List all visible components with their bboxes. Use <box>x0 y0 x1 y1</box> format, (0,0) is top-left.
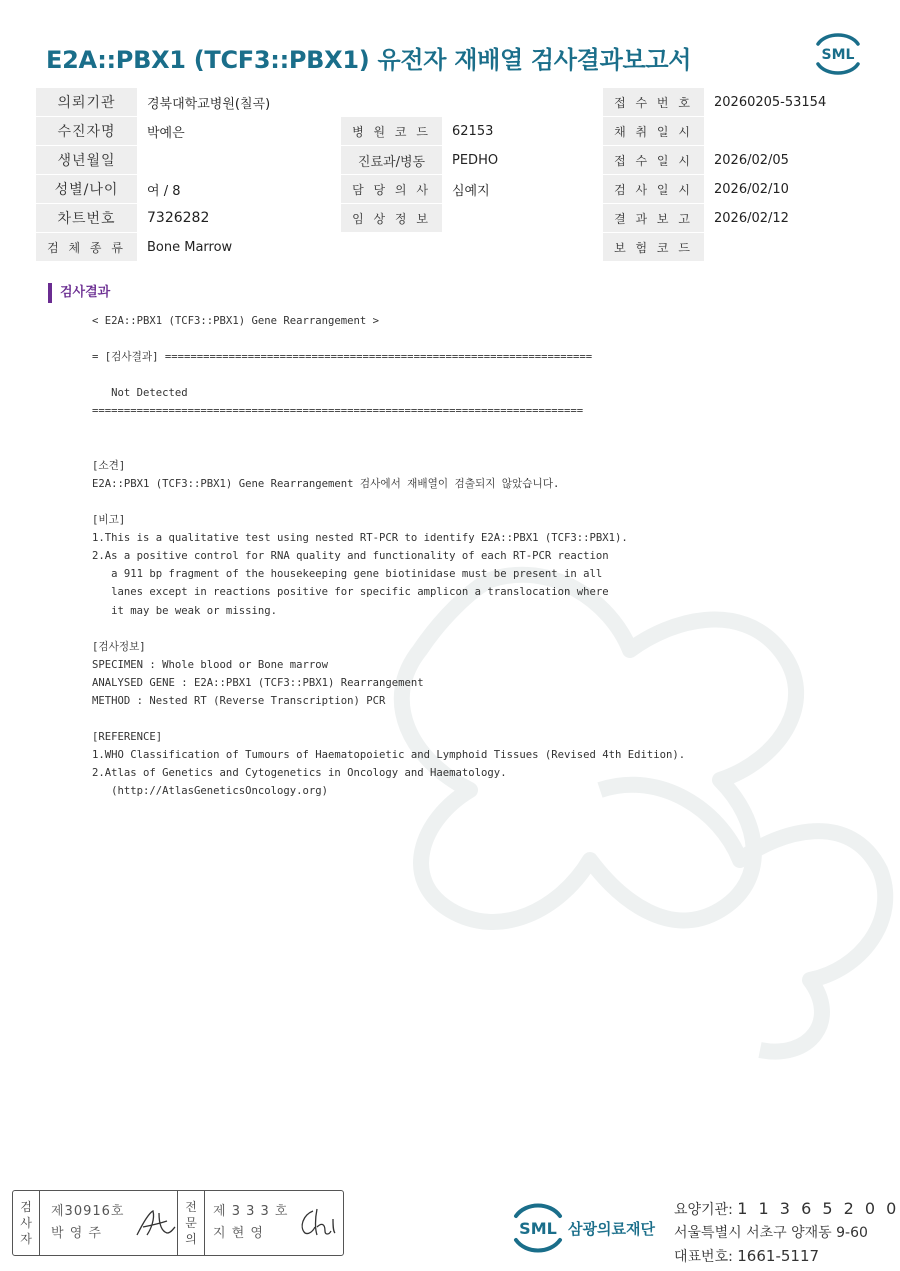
report-line <box>92 439 812 457</box>
report-line <box>92 421 812 439</box>
value-test-date: 2026/02/10 <box>704 175 864 204</box>
value-collection-date <box>704 117 864 146</box>
report-title: E2A::PBX1 (TCF3::PBX1) 유전자 재배열 검사결과보고서 <box>46 46 692 74</box>
sml-footer-logo-text: SML <box>519 1219 557 1238</box>
label-attending-doctor: 담 당 의 사 <box>341 175 442 204</box>
label-receipt-number: 접 수 번 호 <box>603 88 704 117</box>
label-birth-date: 생년월일 <box>36 146 137 175</box>
value-receipt-date: 2026/02/05 <box>704 146 864 175</box>
footer-address: 서울특별시 서초구 양재동 9-60 <box>674 1225 868 1241</box>
info-row <box>36 175 864 204</box>
footer-phone: 대표번호: 1661-5117 <box>674 1247 820 1265</box>
sml-logo-text: SML <box>821 47 855 63</box>
info-row <box>36 204 864 233</box>
label-hospital-code: 병 원 코 드 <box>341 117 442 146</box>
report-line: lanes except in reactions positive for specific amplicon a translocation where <box>92 586 609 599</box>
value-specimen-type: Bone Marrow <box>137 233 603 262</box>
examiner-signature <box>133 1205 177 1241</box>
label-chart-number: 차트번호 <box>36 204 137 233</box>
value-insurance-code <box>704 233 864 262</box>
sml-footer-logo-icon <box>510 1200 566 1256</box>
report-line: [비고] <box>92 514 126 527</box>
value-birth-date <box>137 146 341 175</box>
report-line: Not Detected <box>92 387 188 400</box>
label-clinical-info: 임 상 정 보 <box>341 204 442 233</box>
report-line: ============================================================================= <box>92 405 584 418</box>
examiner-name: 박 영 주 <box>51 1226 102 1241</box>
value-receipt-number: 20260205-53154 <box>704 88 864 117</box>
footer-info <box>674 1197 899 1269</box>
info-row <box>36 117 864 146</box>
info-row <box>36 88 864 117</box>
label-patient-name: 수진자명 <box>36 117 137 146</box>
examiner-entry <box>51 1201 124 1245</box>
label-collection-date: 채 취 일 시 <box>603 117 704 146</box>
value-chart-number: 7326282 <box>137 204 341 233</box>
value-department: PEDHO <box>442 146 603 175</box>
report-line <box>92 330 812 348</box>
specialist-entry <box>213 1201 288 1245</box>
report-line: METHOD : Nested RT (Reverse Transcription) PCR <box>92 694 386 707</box>
report-line: 2.As a positive control for RNA quality and functionality of each RT-PCR reaction <box>92 550 609 563</box>
info-row <box>36 146 864 175</box>
label-result-report: 결 과 보 고 <box>603 204 704 233</box>
label-requesting-institution: 의뢰기관 <box>36 88 137 117</box>
value-result-report: 2026/02/12 <box>704 204 864 233</box>
info-row <box>36 233 864 262</box>
examiner-label: 검 사 자 <box>13 1191 40 1255</box>
footer-institution-code: 요양기관: 1 1 3 6 5 2 0 0 <box>674 1199 900 1218</box>
footer-org-name: 삼광의료재단 <box>568 1220 655 1238</box>
report-line: = [검사결과] =================================================================== <box>92 351 593 364</box>
report-line: [소견] <box>92 459 126 472</box>
report-line <box>92 710 812 728</box>
report-line: < E2A::PBX1 (TCF3::PBX1) Gene Rearrangement > <box>92 315 380 327</box>
value-clinical-info <box>442 204 603 233</box>
label-insurance-code: 보 험 코 드 <box>603 233 704 262</box>
report-body <box>92 312 812 801</box>
section-title-results: 검사결과 <box>48 283 110 303</box>
report-line: it may be weak or missing. <box>92 604 277 617</box>
report-line: a 911 bp fragment of the housekeeping gene biotinidase must be present in all <box>92 568 603 581</box>
report-line <box>92 366 812 384</box>
label-specimen-type: 검 체 종 류 <box>36 233 137 262</box>
specialist-label: 전 문 의 <box>178 1191 205 1255</box>
value-requesting-institution: 경북대학교병원(칠곡) <box>137 88 603 117</box>
report-line: 1.WHO Classification of Tumours of Haematopoietic and Lymphoid Tissues (Revised 4th Edition). <box>92 749 686 762</box>
report-line <box>92 493 812 511</box>
specialist-signature <box>295 1205 339 1241</box>
report-line: 1.This is a qualitative test using nested RT-PCR to identify E2A::PBX1 (TCF3::PBX1). <box>92 532 628 545</box>
report-line: [검사정보] <box>92 640 146 653</box>
value-attending-doctor: 심예지 <box>442 175 603 204</box>
label-receipt-date: 접 수 일 시 <box>603 146 704 175</box>
signature-box <box>12 1190 344 1256</box>
value-sex-age: 여 / 8 <box>137 175 341 204</box>
value-patient-name: 박예은 <box>137 117 341 146</box>
patient-info-table <box>36 88 864 262</box>
report-line: SPECIMEN : Whole blood or Bone marrow <box>92 658 328 671</box>
report-line: (http://AtlasGeneticsOncology.org) <box>92 785 328 798</box>
label-department: 진료과/병동 <box>341 146 442 175</box>
specialist-name: 지 현 영 <box>213 1226 264 1241</box>
examiner-license-number: 제30916호 <box>51 1204 125 1219</box>
sml-logo-icon <box>812 30 864 76</box>
report-line: E2A::PBX1 (TCF3::PBX1) Gene Rearrangement 검사에서 재배열이 검출되지 않았습니다. <box>92 477 560 490</box>
value-hospital-code: 62153 <box>442 117 603 146</box>
report-line <box>92 620 812 638</box>
label-test-date: 검 사 일 시 <box>603 175 704 204</box>
report-line: ANALYSED GENE : E2A::PBX1 (TCF3::PBX1) Rearrangement <box>92 676 424 689</box>
report-line: [REFERENCE] <box>92 731 163 744</box>
report-line: 2.Atlas of Genetics and Cytogenetics in Oncology and Haematology. <box>92 767 507 780</box>
label-sex-age: 성별/나이 <box>36 175 137 204</box>
specialist-license-number: 제 3 3 3 호 <box>213 1204 289 1219</box>
